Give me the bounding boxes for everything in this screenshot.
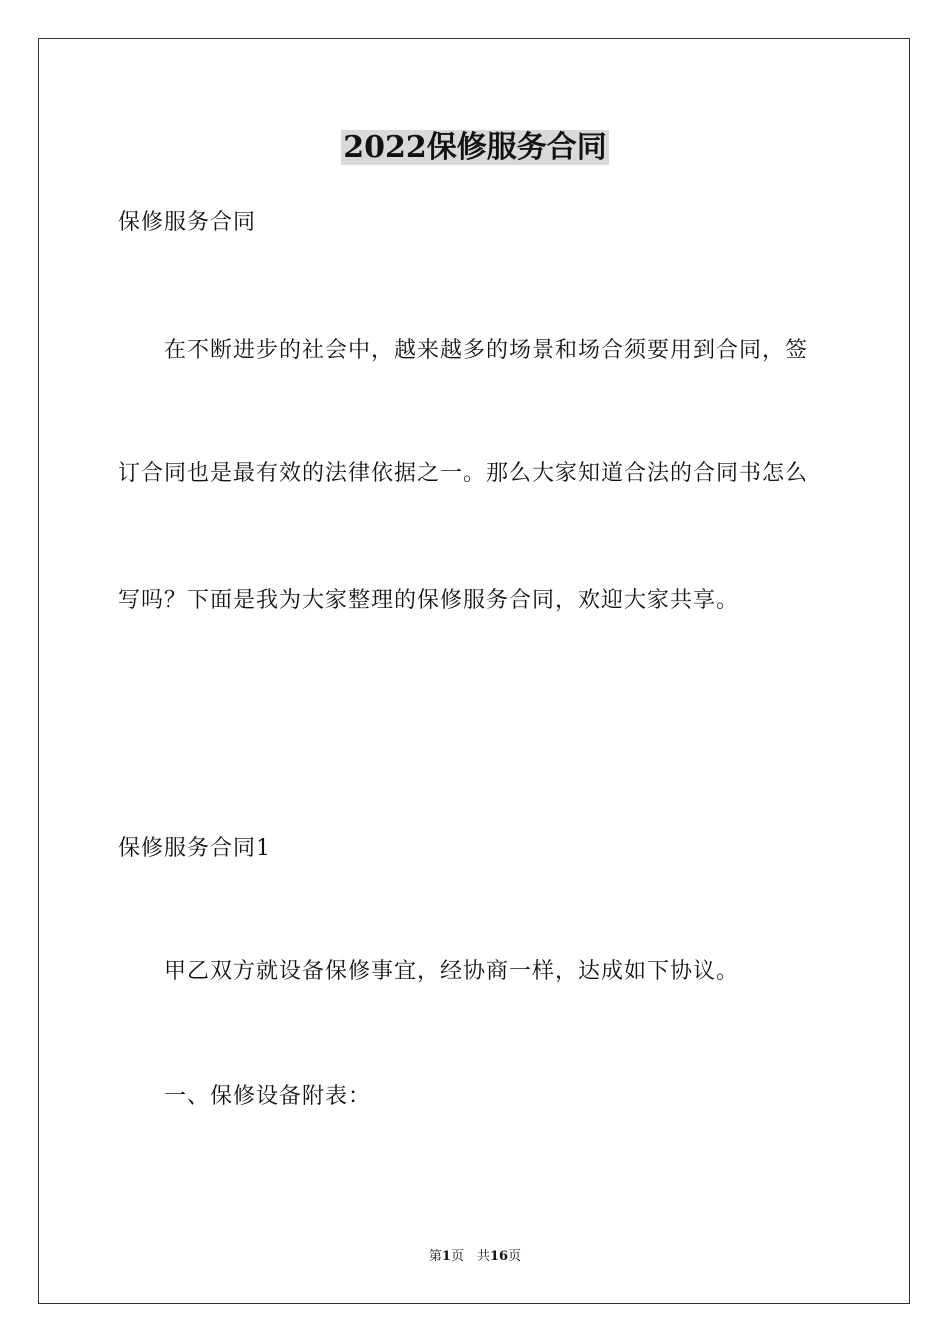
section-heading: 保修服务合同1: [118, 836, 271, 861]
intro-line-2: 订合同也是最有效的法律依据之一。那么大家知道合法的合同书怎么: [118, 461, 809, 486]
document-title-text: 2022保修服务合同: [343, 130, 607, 165]
section-paragraph-1: 甲乙双方就设备保修事宜，经协商一样，达成如下协议。: [164, 959, 740, 984]
main-heading: 保修服务合同: [118, 210, 257, 235]
intro-line-3: 写吗？下面是我为大家整理的保修服务合同，欢迎大家共享。: [118, 588, 740, 613]
footer-suffix: 页: [508, 1249, 522, 1264]
section-paragraph-2: 一、保修设备附表：: [164, 1084, 372, 1109]
footer-page-number: 1: [441, 1249, 451, 1264]
footer-total-pages: 16: [489, 1249, 509, 1264]
footer-mid: 页 共: [450, 1249, 490, 1264]
document-title: [0, 128, 950, 168]
page-footer: [0, 1248, 950, 1266]
footer-prefix: 第: [428, 1249, 442, 1264]
intro-line-1: 在不断进步的社会中，越来越多的场景和场合须要用到合同，签: [164, 338, 809, 363]
